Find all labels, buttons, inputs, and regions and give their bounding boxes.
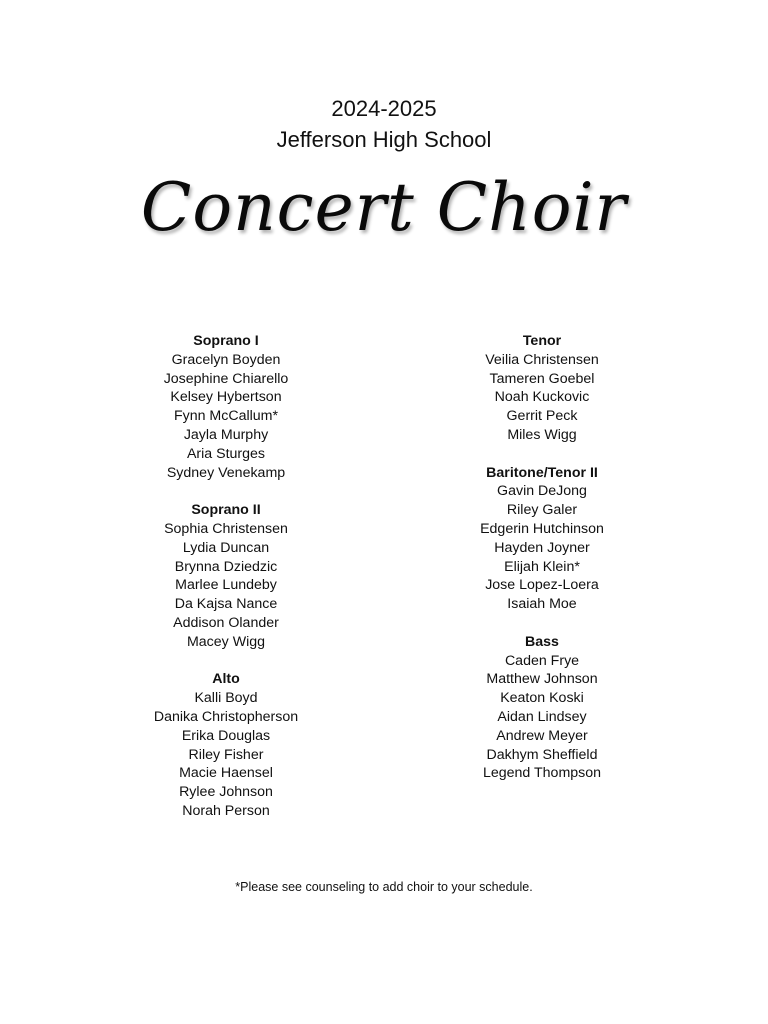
member-name: Keaton Koski (500, 690, 584, 707)
school-year: 2024-2025 (331, 96, 437, 121)
member-name: Danika Christopherson (153, 708, 299, 725)
school-name: Jefferson High School (276, 127, 492, 152)
member-name: Kelsey Hybertson (170, 389, 282, 406)
voice-section (412, 332, 672, 445)
member-name: Norah Person (182, 802, 270, 819)
member-name: Josephine Chiarello (163, 370, 289, 387)
member-name: Veilia Christensen (485, 351, 599, 368)
member-name: Brynna Dziedzic (174, 558, 278, 575)
member-name: Isaiah Moe (507, 596, 577, 613)
member-name: Hayden Joyner (494, 539, 590, 556)
member-name: Addison Olander (173, 614, 279, 631)
member-name: Fynn McCallum* (173, 408, 279, 425)
member-name: Lydia Duncan (182, 539, 270, 556)
choir-title: Concert Choir (140, 169, 628, 246)
member-name: Noah Kuckovic (494, 389, 590, 406)
member-name: Riley Fisher (188, 746, 264, 763)
member-name: Erika Douglas (181, 727, 271, 744)
voice-section (96, 332, 356, 482)
member-name: Jayla Murphy (183, 426, 269, 443)
member-name: Matthew Johnson (486, 671, 598, 688)
member-name: Rylee Johnson (179, 784, 273, 801)
member-name: Marlee Lundeby (175, 577, 277, 594)
member-name: Tameren Goebel (489, 370, 595, 387)
member-name: Aria Sturges (186, 445, 266, 462)
footnote: *Please see counseling to add choir to your schedule. (235, 880, 533, 894)
document-header (0, 93, 768, 155)
section-heading: Soprano II (191, 502, 261, 519)
member-name: Da Kajsa Nance (174, 596, 278, 613)
member-name: Caden Frye (504, 652, 580, 669)
member-name: Gerrit Peck (506, 408, 578, 425)
section-heading: Alto (212, 671, 240, 688)
member-name: Sophia Christensen (164, 520, 288, 537)
member-name: Gavin DeJong (497, 483, 587, 500)
member-name: Kalli Boyd (194, 690, 258, 707)
member-name: Miles Wigg (507, 426, 577, 443)
member-name: Aidan Lindsey (497, 708, 587, 725)
section-heading: Soprano I (193, 333, 259, 349)
section-heading: Baritone/Tenor II (486, 464, 598, 481)
left-roster-column (96, 332, 356, 821)
section-heading: Tenor (522, 333, 562, 349)
member-name: Edgerin Hutchinson (480, 520, 604, 537)
member-name: Macey Wigg (186, 633, 266, 650)
voice-section (96, 670, 356, 820)
voice-section (412, 633, 672, 783)
member-name: Andrew Meyer (496, 727, 588, 744)
member-name: Elijah Klein* (504, 558, 580, 575)
member-name: Macie Haensel (179, 765, 273, 782)
member-name: Riley Galer (506, 502, 578, 519)
member-name: Legend Thompson (482, 765, 602, 782)
member-name: Jose Lopez-Loera (485, 577, 599, 594)
voice-section (412, 464, 672, 614)
right-roster-column (412, 332, 672, 783)
member-name: Sydney Venekamp (166, 464, 286, 481)
voice-section (96, 501, 356, 651)
member-name: Dakhym Sheffield (486, 746, 598, 763)
section-heading: Bass (525, 633, 559, 650)
member-name: Gracelyn Boyden (171, 351, 281, 368)
